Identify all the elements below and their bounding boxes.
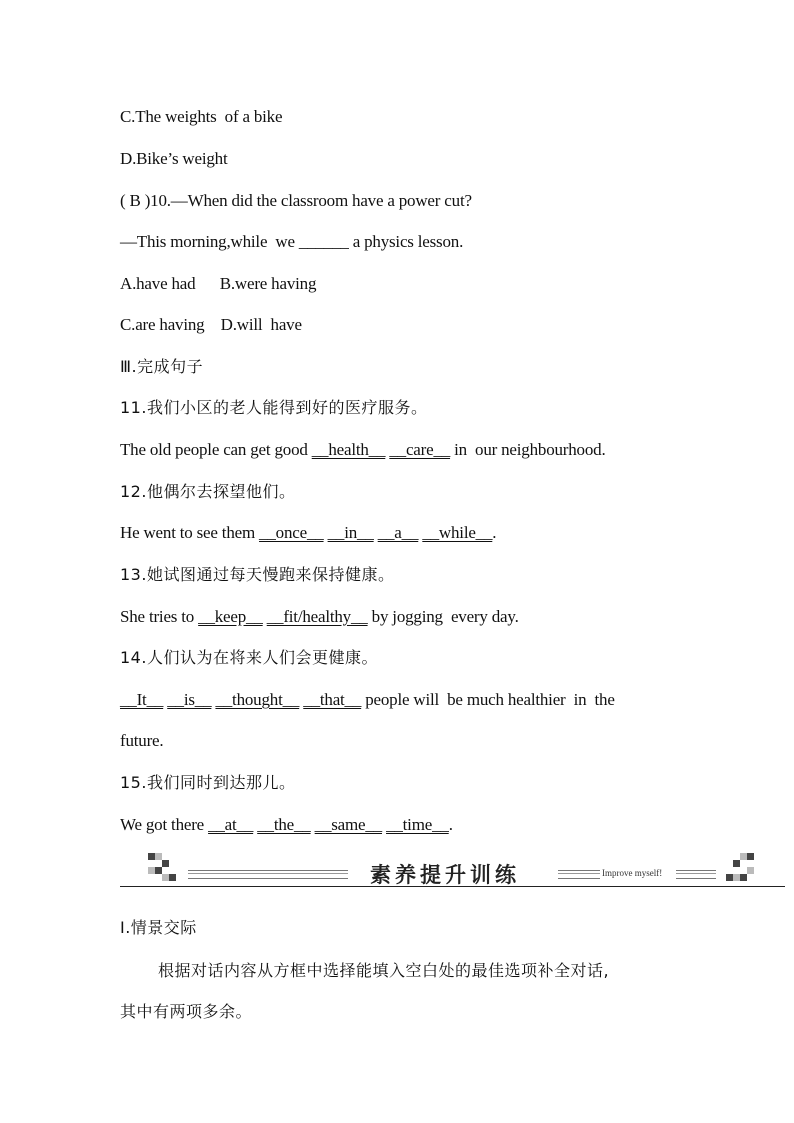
q13-english: She tries to __keep__ __fit/healthy__ by jogging every day. xyxy=(120,607,519,626)
answer-blank: __keep__ xyxy=(198,607,263,626)
banner-subtitle: Improve myself! xyxy=(602,868,663,878)
question-10: ( B )10.—When did the classroom have a power cut? xyxy=(120,191,472,210)
section-1-title: Ⅰ.情景交际 xyxy=(120,918,197,937)
q11-english: The old people can get good __health__ __care__ in our neighbourhood. xyxy=(120,440,606,459)
stripe-decoration-mid xyxy=(558,870,600,879)
q15-english: We got there __at__ __the__ __same__ __time__. xyxy=(120,815,453,834)
answer-blank: __the__ xyxy=(257,815,311,834)
section-3-title: Ⅲ.完成句子 xyxy=(120,357,204,376)
answer-blank: __fit/healthy__ xyxy=(266,607,368,626)
stripe-decoration-right xyxy=(676,870,716,879)
answer-blank: __It__ xyxy=(120,690,164,709)
answer-blank: __in__ xyxy=(327,523,374,542)
q12-chinese: 12.他偶尔去探望他们。 xyxy=(120,482,296,501)
answer-blank: __time__ xyxy=(386,815,449,834)
answer-blank: __same__ xyxy=(314,815,382,834)
question-10-reply: —This morning,while we ______ a physics lesson. xyxy=(120,232,464,251)
section-1-instruction-line2: 其中有两项多余。 xyxy=(120,1002,253,1021)
q11-chinese: 11.我们小区的老人能得到好的医疗服务。 xyxy=(120,398,428,417)
answer-blank: __care__ xyxy=(389,440,451,459)
q15-chinese: 15.我们同时到达那儿。 xyxy=(120,773,296,792)
option-d: D.Bike’s weight xyxy=(120,149,228,168)
q13-chinese: 13.她试图通过每天慢跑来保持健康。 xyxy=(120,565,395,584)
answer-blank: __once__ xyxy=(259,523,324,542)
checker-decoration-left xyxy=(148,853,178,883)
q14-chinese: 14.人们认为在将来人们会更健康。 xyxy=(120,648,378,667)
answer-blank: __that__ xyxy=(303,690,362,709)
banner-title: 素养提升训练 xyxy=(370,862,520,887)
banner-baseline xyxy=(120,886,785,887)
section-1-instruction-line1: 根据对话内容从方框中选择能填入空白处的最佳选项补全对话, xyxy=(158,961,610,980)
q12-english: He went to see them __once__ __in__ __a__ __while__. xyxy=(120,523,497,542)
q14-english-continued: future. xyxy=(120,731,164,750)
answer-blank: __health__ xyxy=(311,440,386,459)
answer-blank: __a__ xyxy=(377,523,419,542)
answer-blank: __is__ xyxy=(167,690,212,709)
question-10-options-ab: A.have had B.were having xyxy=(120,274,317,293)
stripe-decoration-left xyxy=(188,870,348,879)
section-banner xyxy=(120,853,785,889)
question-10-options-cd: C.are having D.will have xyxy=(120,315,302,334)
option-c: C.The weights of a bike xyxy=(120,107,283,126)
answer-blank: __at__ xyxy=(208,815,254,834)
q14-english: __It__ __is__ __thought__ __that__ people will be much healthier in the xyxy=(120,690,615,709)
answer-blank: __thought__ xyxy=(215,690,300,709)
answer-blank: __while__ xyxy=(422,523,493,542)
checker-decoration-right xyxy=(726,853,756,883)
